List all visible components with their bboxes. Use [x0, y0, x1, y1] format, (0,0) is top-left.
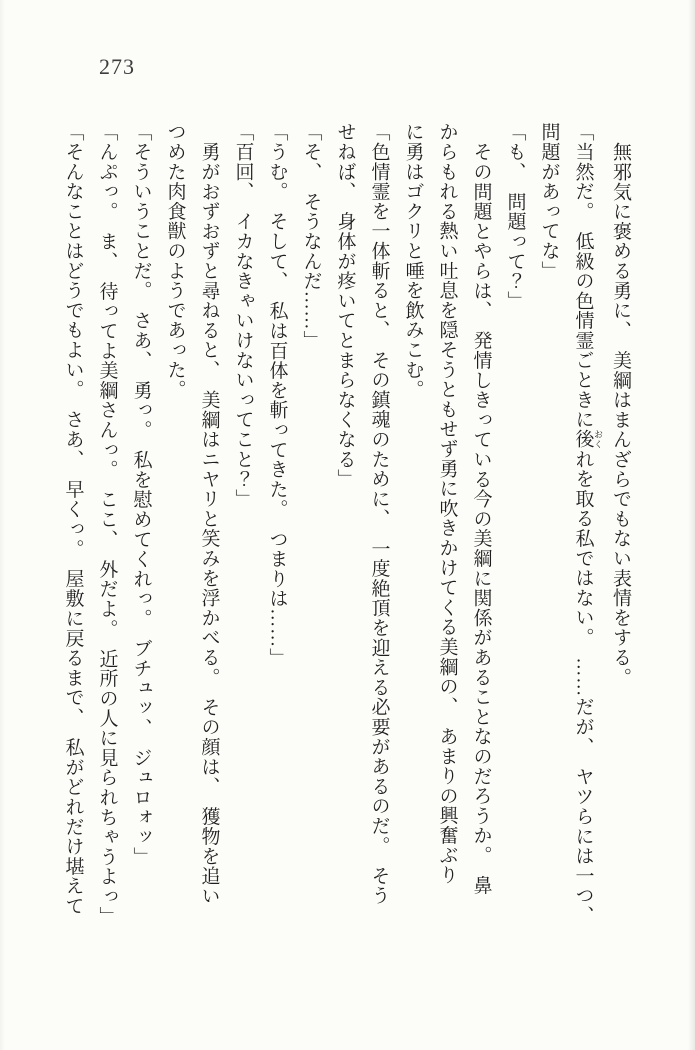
- text-line: 「んぷっ。 ま、 待ってよ美綱さんっ。 ここ、 外だよ。 近所の人に見られちゃうよっ」: [96, 122, 118, 926]
- text-line: 「うむ。 そして、 私は百体を斬ってきた。 つまりは……」: [266, 122, 288, 668]
- text-line: 勇がおずおずと尋ねると、 美綱はニヤリと笑みを浮かべる。 その顔は、 獲物を追い: [198, 142, 220, 906]
- text-line: に勇はゴクリと唾を飲みこむ。: [402, 122, 424, 400]
- text-line: 「そういうことだ。 さあ、 勇っ。 私を慰めてくれっ。 ブチュッ、 ジュロォッ」: [130, 122, 152, 867]
- text-line: 無邪気に褒める勇に、 美綱はまんざらでもない表情をする。: [610, 142, 631, 687]
- text-line: 問題があってな」: [538, 122, 560, 281]
- text-line: その問題とやらは、 発情しきっている今の美綱に関係があることなのだろうか。 鼻: [470, 142, 492, 896]
- text-line: 「色情霊を一体斬ると、 その鎮魂のために、 一度絶頂を迎える必要があるのだ。 そう: [368, 122, 390, 906]
- text-line: せねば、 身体が疼いてとまらなくなる」: [334, 122, 356, 489]
- text-line: からもれる熱い吐息を隠そうともせず勇に吹きかけてくる美綱の、 あまりの興奮ぶり: [436, 122, 458, 885]
- text-line: 「も、 問題って？」: [504, 122, 526, 311]
- text-line: 「そ、 そうなんだ……」: [300, 122, 322, 351]
- text-line: つめた肉食獣のようであった。: [164, 122, 186, 400]
- text-line: 「百回、 イカなきゃいけないってこと？」: [232, 122, 254, 509]
- text-line: 「当然だ。 低級の色情霊ごときに後 おくれを取る私ではない。 ……だが、 ヤツらには一つ、: [572, 122, 603, 926]
- page-edge-shadow-right: [688, 0, 695, 1050]
- text-area: [56, 122, 638, 1007]
- page-edge-shadow-left: [0, 0, 5, 1050]
- text-line: 「そんなことはどうでもよい。 さあ、 早くっ。 屋敷に戻るまで、 私がどれだけ堪えて: [62, 122, 84, 916]
- page-number: 273: [99, 54, 135, 79]
- ruby-annotated-kanji: 後 おく: [572, 429, 603, 450]
